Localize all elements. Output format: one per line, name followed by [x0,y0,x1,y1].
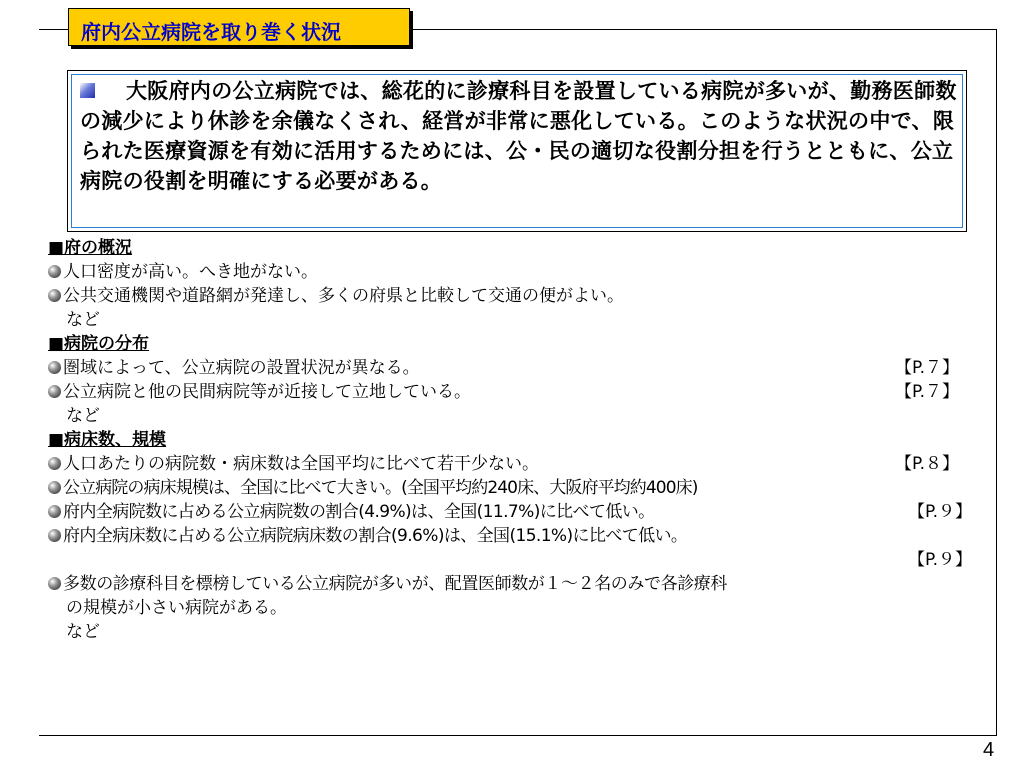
etc-text: など [66,310,100,330]
bullet-icon [48,577,61,590]
list-item: 公立病院と他の民間病院等が近接して立地している。 [48,381,471,403]
page-number: 4 [983,739,995,761]
bullet-icon [48,505,61,518]
list-item: 府内全病床数に占める公立病院病床数の割合(9.6%)は、全国(15.1%)に比べて低い。 [48,525,687,547]
list-item: 府内全病院数に占める公立病院数の割合(4.9%)は、全国(11.7%)に比べて低い。 [48,501,655,523]
list-item: 人口あたりの病院数・病床数は全国平均に比べて若干少ない。 [48,453,539,475]
bullet-icon [48,289,61,302]
bullet-icon [48,529,61,542]
list-item: 圏域によって、公立病院の設置状況が異なる。 [48,357,420,379]
bullet-icon [48,361,61,374]
list-item: 多数の診療科目を標榜している公立病院が多いが、配置医師数が１～２名のみで各診療科 [48,573,727,595]
page-ref: 【P.７】 [895,358,960,378]
section-heading-overview: ■府の概況 [48,238,133,258]
summary-text: 大阪府内の公立病院では、総花的に診療科目を設置している病院が多いが、勤務医師数の減少により休診を余儀なくされ、経営が非常に悪化している。このような状況の中で、限られた医療資源を有効に活用するためには、公・民の適切な役割分担を行うとともに、公立病院の役割を明確にする必要がある。 [80,79,957,193]
etc-text: など [66,406,100,426]
list-item: 人口密度が高い。へき地がない。 [48,261,318,283]
etc-text: など [66,622,100,642]
page-ref: 【P.７】 [895,382,960,402]
page-ref: 【P.９】 [908,502,973,522]
page-ref: 【P.８】 [895,454,960,474]
bullet-icon [48,481,61,494]
list-item: 公立病院の病床規模は、全国に比べて大きい。(全国平均約240床、大阪府平均約400床) [48,477,697,499]
page-ref: 【P.９】 [908,550,973,570]
list-item-continuation: の規模が小さい病院がある。 [66,598,287,618]
bullet-icon [48,265,61,278]
bullet-icon [48,385,61,398]
slide-title: 府内公立病院を取り巻く状況 [81,20,341,44]
bullet-icon [48,457,61,470]
list-item: 公共交通機関や道路網が発達し、多くの府県と比較して交通の便がよい。 [48,285,624,307]
section-heading-distribution: ■病院の分布 [48,334,150,354]
slide-title-box [68,8,410,46]
section-heading-beds: ■病床数、規模 [48,430,167,450]
